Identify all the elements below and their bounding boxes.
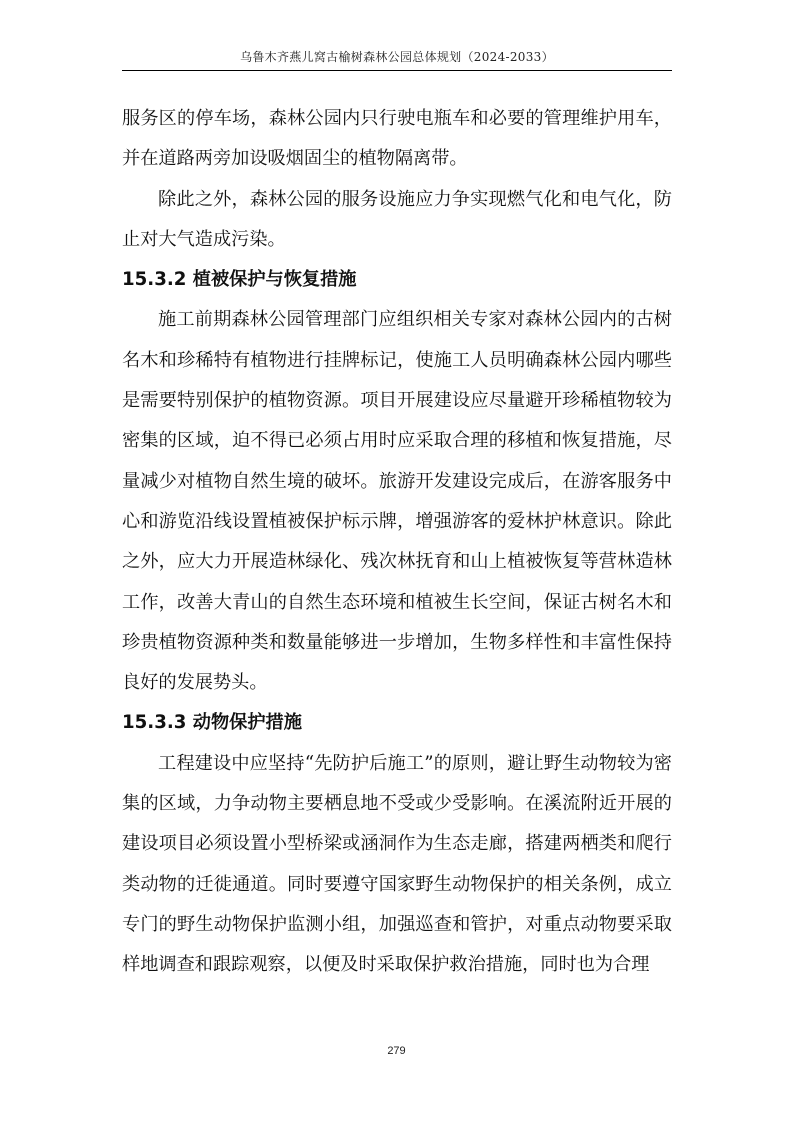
section-heading-animal: 15.3.3 动物保护措施 [122, 712, 302, 734]
paragraph-animal: 工程建设中应坚持“先防护后施工”的原则，避让野生动物较为密集的区域，力争动物主要栖息地不受或少受影响。在溪流附近开展的建设项目必须设置小型桥梁或涵洞作为生态走廊，搭建两栖类和爬行类动物的迁徙通道。同时要遵守国家野生动物保护的相关条例，成立专门的野生动物保护监测小组，加强巡查和管护，对重点动物要采取样地调查和跟踪观察，以便及时采取保护救治措施，同时也为合理 [122, 752, 672, 976]
page-body [122, 99, 672, 986]
running-header: 乌鲁木齐燕儿窝古榆树森林公园总体规划（2024-2033） [240, 50, 554, 64]
paragraph-continuation: 服务区的停车场，森林公园内只行驶电瓶车和必要的管理维护用车，并在道路两旁加设吸烟固尘的植物隔离带。 [122, 108, 672, 170]
paragraph-facilities: 除此之外，森林公园的服务设施应力争实现燃气化和电气化，防止对大气造成污染。 [122, 188, 672, 250]
paragraph-vegetation: 施工前期森林公园管理部门应组织相关专家对森林公园内的古树名木和珍稀特有植物进行挂牌标记，使施工人员明确森林公园内哪些是需要特别保护的植物资源。项目开展建设应尽量避开珍稀植物较为密集的区域，迫不得已必须占用时应采取合理的移植和恢复措施，尽量减少对植物自然生境的破坏。旅游开发建设完成后，在游客服务中心和游览沿线设置植被保护标示牌，增强游客的爱林护林意识。除此之外，应大力开展造林绿化、残次林抚育和山上植被恢复等营林造林工作，改善大青山的自然生态环境和植被生长空间，保证古树名木和珍贵植物资源种类和数量能够进一步增加，生物多样性和丰富性保持良好的发展势头。 [122, 309, 672, 694]
header-rule [122, 70, 672, 71]
section-heading-vegetation: 15.3.2 植被保护与恢复措施 [122, 269, 357, 291]
page-number: 279 [387, 1045, 406, 1057]
